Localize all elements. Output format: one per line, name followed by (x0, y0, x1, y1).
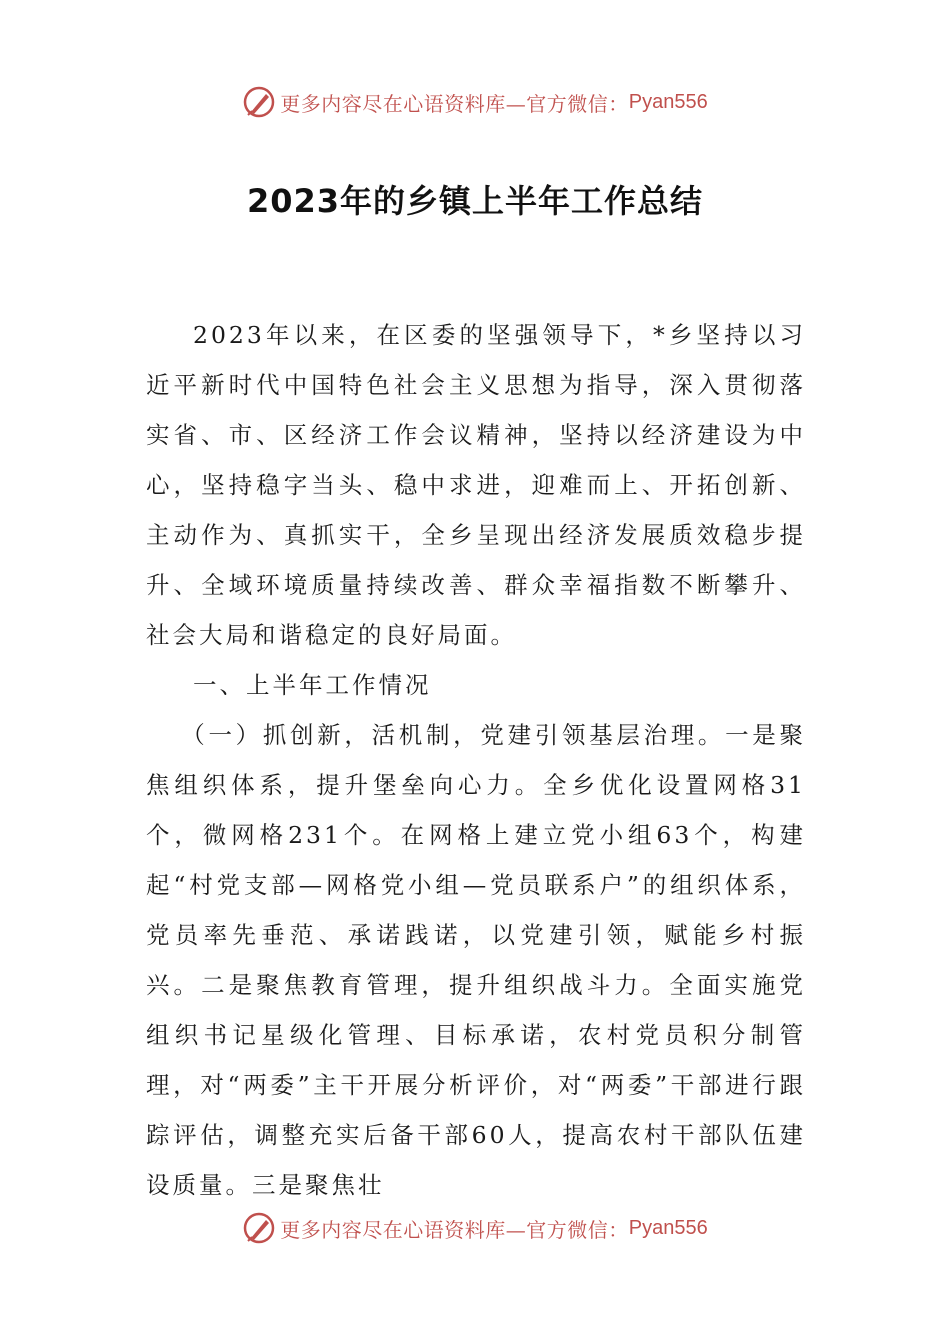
document-title: 2023年的乡镇上半年工作总结 (246, 182, 704, 220)
document-body (146, 310, 806, 1210)
section-heading: 一、上半年工作情况 (193, 671, 432, 699)
watermark-wechat-id: Pyan556 (628, 1216, 708, 1239)
paragraph-intro: 2023年以来，在区委的坚强领导下，*乡坚持以习近平新时代中国特色社会主义思想为指导，深入贯彻落实省、市、区经济工作会议精神，坚持以经济建设为中心，坚持稳字当头、稳中求进，迎难而上、开拓创新、主动作为、真抓实干，全乡呈现出经济发展质效稳步提升、全域环境质量持续改善、群众幸福指数不断攀升、社会大局和谐稳定的良好局面。 (146, 321, 806, 649)
watermark-header (0, 82, 950, 122)
pen-logo-icon (242, 85, 276, 119)
paragraph-section-1: （一）抓创新，活机制，党建引领基层治理。一是聚焦组织体系，提升堡垒向心力。全乡优化设置网格31个，微网格231个。在网格上建立党小组63个，构建起“村党支部—网格党小组—党员联系户”的组织体系，党员率先垂范、承诺践诺，以党建引领，赋能乡村振兴。二是聚焦教育管理，提升组织战斗力。全面实施党组织书记星级化管理、目标承诺，农村党员积分制管理，对“两委”主干开展分析评价，对“两委”干部进行跟踪评估，调整充实后备干部60人，提高农村干部队伍建设质量。三是聚焦壮 (146, 721, 806, 1199)
watermark-wechat-id: Pyan556 (628, 90, 708, 113)
watermark-text: 更多内容尽在心语资料库—官方微信： (280, 91, 629, 116)
pen-logo-icon (242, 1211, 276, 1245)
watermark-text: 更多内容尽在心语资料库—官方微信： (280, 1217, 629, 1242)
watermark-footer (0, 1208, 950, 1248)
